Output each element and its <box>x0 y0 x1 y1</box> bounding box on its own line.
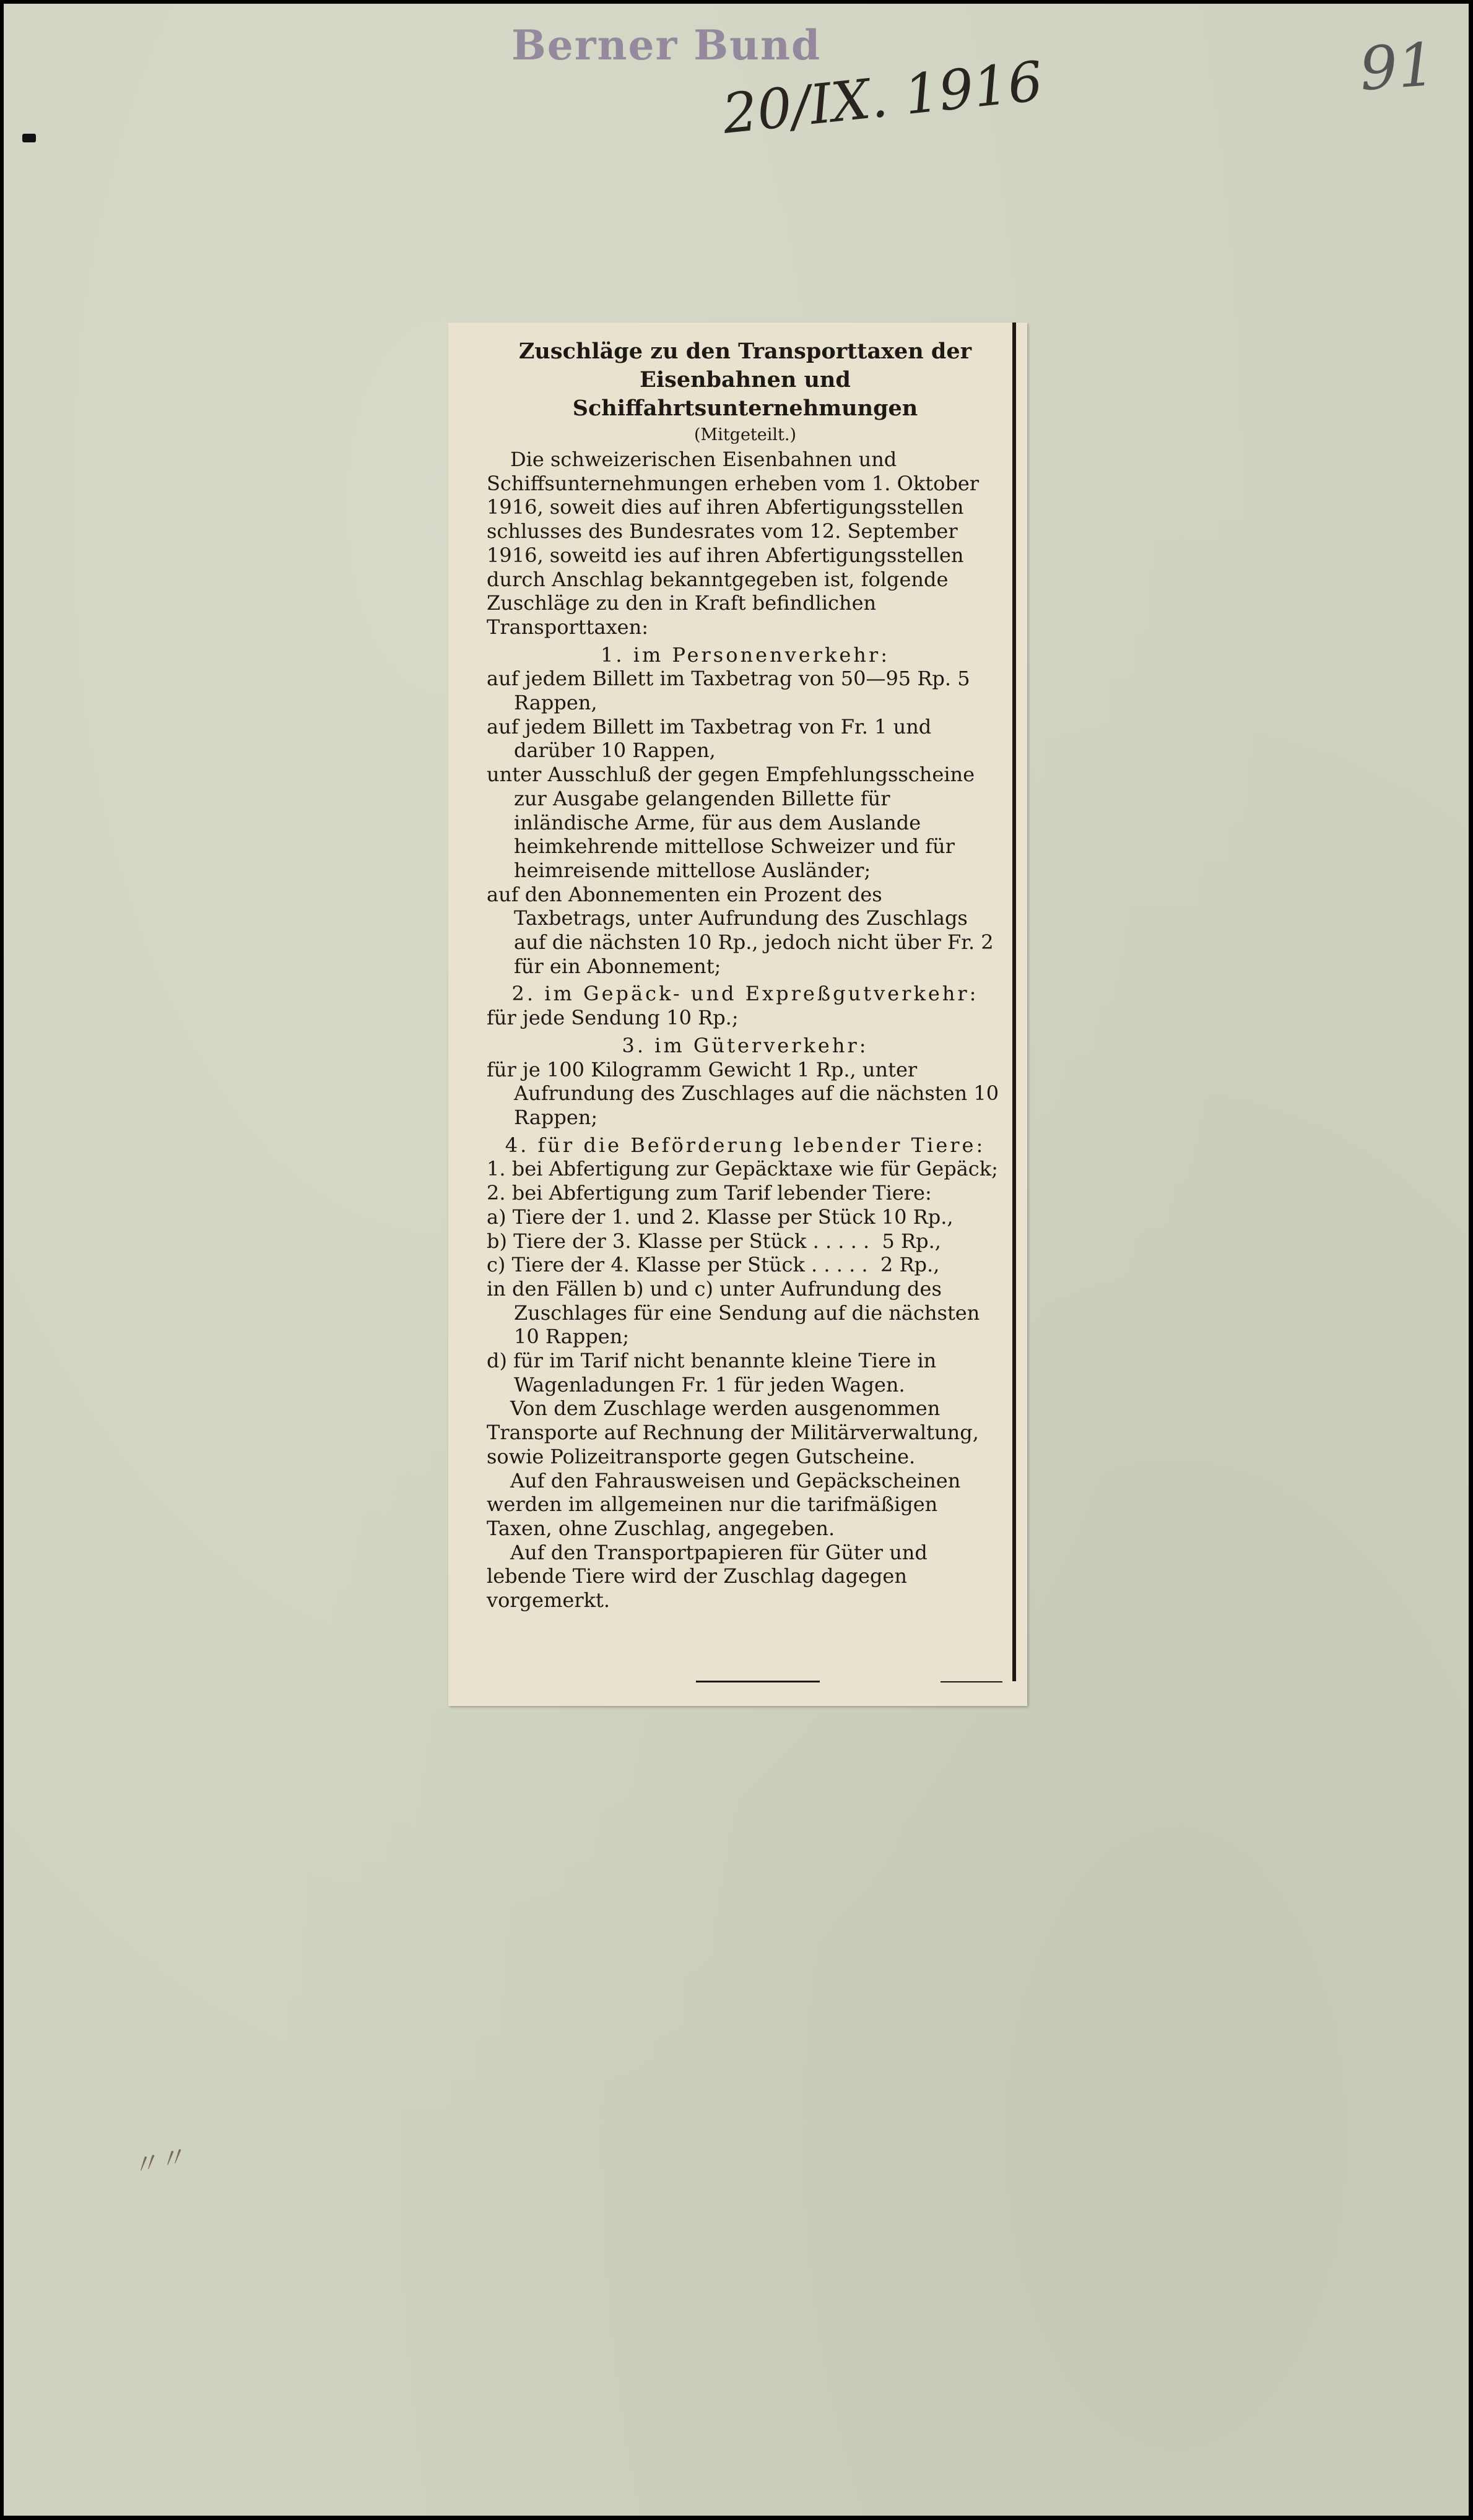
section-4-item: d) für im Tarif nicht benannte kleine Tiere in Wagenladungen Fr. 1 für jeden Wagen. <box>487 1349 937 1396</box>
pencil-mark: 〃〃 <box>128 2141 189 2183</box>
section-1-item: auf den Abonnementen ein Prozent des Taxbetrags, unter Aufrundung des Zuschlags auf die nächsten 10 Rp., jedoch nicht über Fr. 2 für ein Abonnement; <box>487 882 994 978</box>
closing-paragraph: Auf den Fahrausweisen und Gepäckscheinen werden im allgemeinen nur die tarifmäßigen Taxen, ohne Zuschlag, angegeben. <box>487 1468 961 1540</box>
section-2-item: für jede Sendung 10 Rp.; <box>487 1006 739 1030</box>
folio-number: 91 <box>1357 29 1438 105</box>
article-source: (Mitgeteilt.) <box>694 425 796 444</box>
article-intro: Die schweizerischen Eisenbahnen und Schiffsunternehmungen erheben vom 1. Oktober 1916, soweit dies auf ihren Abfertigungsstellen schlusses des Bundesrates vom 12. September 1916, soweitd ies auf ihren Abfertigungsstellen durch Anschlag bekanntgegeben ist, folgende Zuschläge zu den in Kraft befindlichen Transporttaxen: <box>487 448 980 639</box>
punch-hole-mark <box>22 134 36 142</box>
article-title-line-1: Zuschläge zu den Transporttaxen der <box>518 339 972 364</box>
section-4-item: a) Tiere der 1. und 2. Klasse per Stück 10 Rp., <box>487 1205 954 1229</box>
section-3-title: 3. im Güterverkehr: <box>622 1033 869 1057</box>
section-3-item: für je 100 Kilogramm Gewicht 1 Rp., unter Aufrundung des Zuschlages auf die nächsten 10 Rappen; <box>487 1057 999 1129</box>
handwritten-date: 20/IX. 1916 <box>719 49 1046 146</box>
section-4-item: b) Tiere der 3. Klasse per Stück . . . . . 5 Rp., <box>487 1229 941 1253</box>
section-4-title: 4. für die Beförderung lebender Tiere: <box>505 1133 986 1157</box>
end-rule <box>696 1681 820 1682</box>
section-1-item: auf jedem Billett im Taxbetrag von Fr. 1 und darüber 10 Rappen, <box>487 714 932 763</box>
column-rule <box>1012 323 1016 1681</box>
section-1-item: unter Ausschluß der gegen Empfehlungsscheine zur Ausgabe gelangenden Billette für inländische Arme, für aus dem Auslande heimkehrende mittellose Schweizer und für heimreisende mittellose Ausländer; <box>487 763 975 882</box>
section-2-title: 2. im Gepäck- und Expreßgutverkehr: <box>511 982 979 1006</box>
section-1-item: auf jedem Billett im Taxbetrag von 50—95 Rp. 5 Rappen, <box>487 667 970 715</box>
section-4-item: in den Fällen b) und c) unter Aufrundung des Zuschlages für eine Sendung auf die nächsten 10 Rappen; <box>487 1276 980 1349</box>
newspaper-clipping <box>448 323 1027 1706</box>
section-4-item: 1. bei Abfertigung zur Gepäcktaxe wie für Gepäck; <box>487 1157 998 1181</box>
section-1-title: 1. im Personenverkehr: <box>601 643 890 667</box>
end-rule-short <box>941 1681 1002 1682</box>
section-4-item: 2. bei Abfertigung zum Tarif lebender Tiere: <box>487 1181 932 1205</box>
archive-sheet <box>4 4 1469 2516</box>
closing-paragraph: Von dem Zuschlage werden ausgenommen Transporte auf Rechnung der Militärverwaltung, sowie Polizeitransporte gegen Gutscheine. <box>487 1396 979 1468</box>
closing-paragraph: Auf den Transportpapieren für Güter und lebende Tiere wird der Zuschlag dagegen vorgemerkt. <box>487 1540 928 1613</box>
section-4-item: c) Tiere der 4. Klasse per Stück . . . . . 2 Rp., <box>487 1253 940 1277</box>
article-title-line-2: Eisenbahnen und Schiffahrtsunternehmungen <box>572 367 918 421</box>
newspaper-stamp: Berner Bund <box>511 21 822 69</box>
